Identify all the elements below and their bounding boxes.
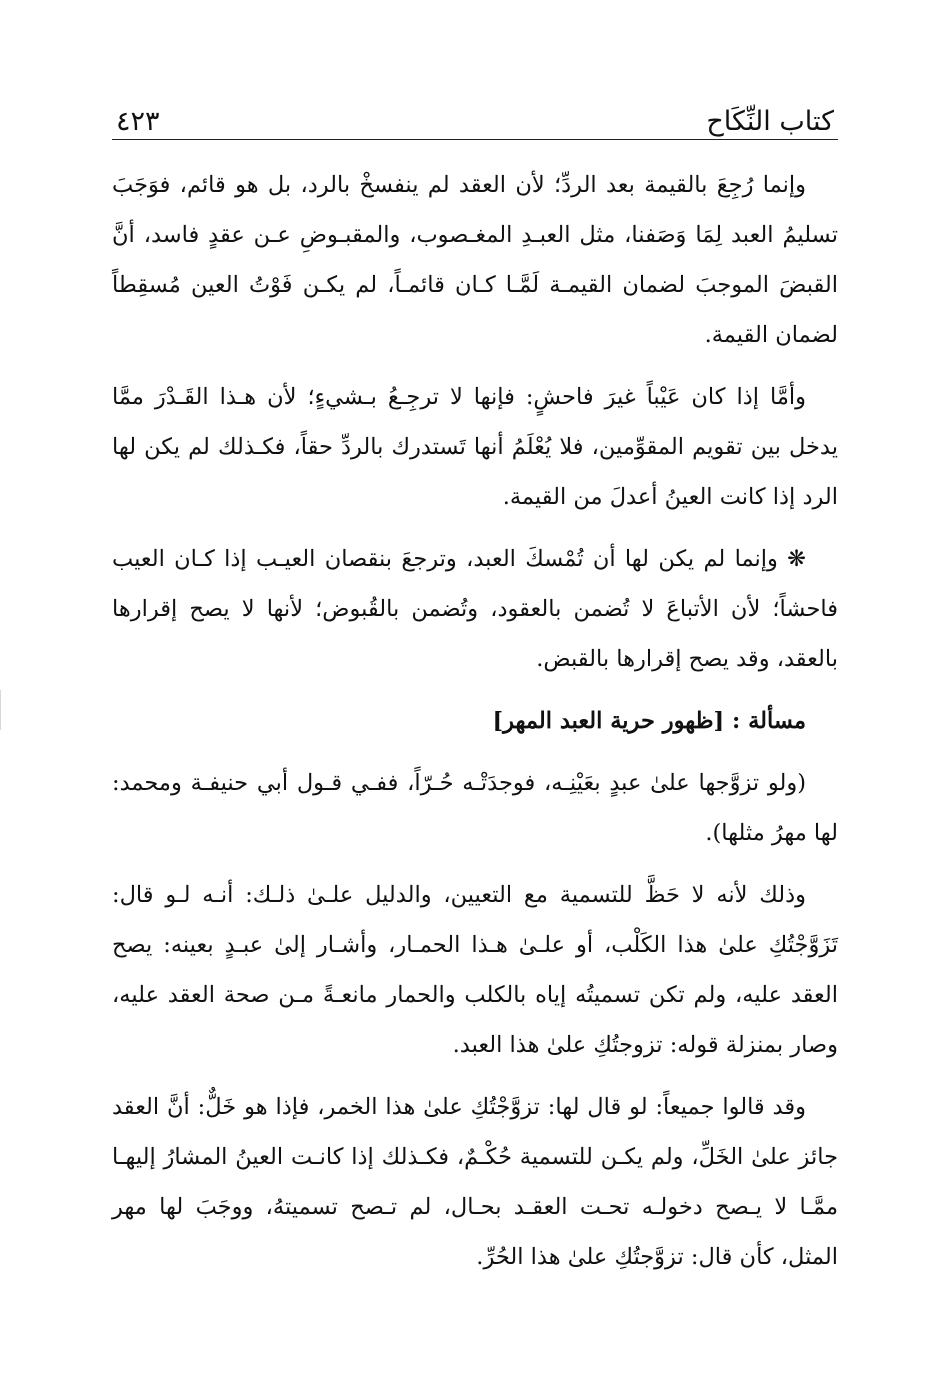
body-text <box>112 160 838 1294</box>
scan-margin-line <box>0 690 1 730</box>
paragraph: وقد قالوا جميعاً: لو قال لها: تزوَّجْتُكِ علىٰ هذا الخمر، فإذا هو خَلٌّ: أنَّ العقد جائز علىٰ الخَلِّ، ولم يكـن للتسمية حُكْـمٌ، فكـذلك إذا كانـت العينُ المشارُ إليهـا ممَّـا لا يـصح دخولـه تحـت العقـد بحـال، لم تـصح تسميتهُ، ووجَبَ لها مهر المثل، كأن قال: تزوَّجتُكِ علىٰ هذا الحُرِّ. <box>112 1094 838 1270</box>
paragraph: ❋ وإنما لم يكن لها أن تُمْسكَ العبد، وترجعَ بنقصان العيـب إذا كـان العيب فاحشاً؛ لأن الأتباعَ لا تُضمن بالعقود، وتُضمن بالقُبوض؛ لأنها لا يصح إقرارها بالعقد، وقد يصح إقرارها بالقبض. <box>112 546 838 672</box>
paragraph: وأمَّا إذا كان عَيْباً غيرَ فاحشٍ: فإنها لا ترجِـعُ بـشيءٍ؛ لأن هـذا القَـدْرَ ممَّا يدخل بين تقويم المقوِّمين، فلا يُعْلَمُ أنها تَستدرك بالردِّ حقاً، فكـذلك لم يكن لها الرد إذا كانت العينُ أعدلَ من القيمة. <box>112 384 838 510</box>
page-header <box>112 82 838 140</box>
section-heading: مسألة : [ظهور حرية العبد المهر] <box>492 708 806 734</box>
page-number: ٤٢٣ <box>116 106 160 137</box>
paragraph: وإنما رُجِعَ بالقيمة بعد الردِّ؛ لأن العقد لم ينفسخْ بالرد، بل هو قائم، فوَجَبَ تسليمُ العبد لِمَا وَصَفنا، مثل العبـدِ المغـصوب، والمقبـوضِ عـن عقدٍ فاسد، أنَّ القبضَ الموجبَ لضمان القيمـة لَمَّـا كـان قائمـاً، لم يكـن فَوْتُ العين مُسقِطاً لضمان القيمة. <box>112 172 838 348</box>
paragraph: (ولو تزوَّجها علىٰ عبدٍ بعَيْنِـه، فوجدَتْـه حُـرّاً، ففـي قـول أبي حنيفـة ومحمد: لها مهرُ مثلها). <box>112 770 838 846</box>
paragraph: وذلك لأنه لا حَظَّ للتسمية مع التعيين، والدليل علـىٰ ذلـك: أنـه لـو قال: تَزَوَّجْتُكِ علىٰ هذا الكَلْب، أو علـىٰ هـذا الحمـار، وأشـار إلىٰ عبـدٍ بعينه: يصح العقد عليه، ولم تكن تسميتُه إياه بالكلب والحمار مانعـةً مـن صحة العقد عليه، وصار بمنزلة قوله: تزوجتُكِ علىٰ هذا العبد. <box>112 882 838 1058</box>
running-title: كتاب النِّكَاح <box>706 106 834 137</box>
